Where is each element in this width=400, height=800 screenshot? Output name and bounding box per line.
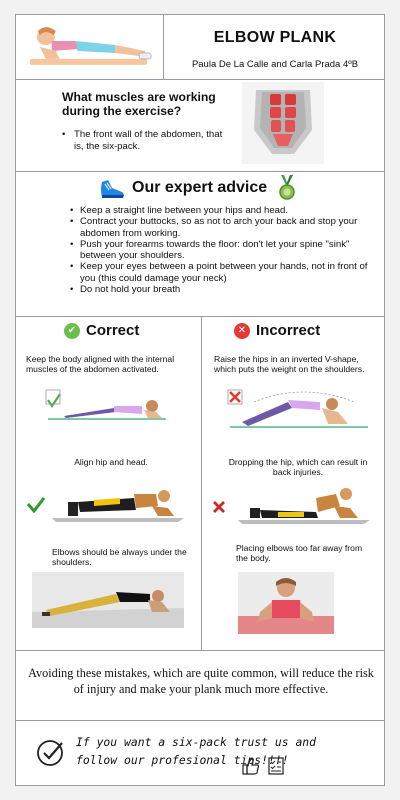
abdominal-muscles-image <box>242 82 324 164</box>
correct-tip-3: Elbows should be always under the shoulders. <box>52 547 187 568</box>
incorrect-tip-2: Dropping the hip, which can result in back injuries. <box>228 457 368 478</box>
column-divider <box>201 316 202 650</box>
incorrect-heading <box>234 322 320 339</box>
divider <box>16 650 384 651</box>
page-title: ELBOW PLANK <box>213 29 337 46</box>
header <box>16 15 384 79</box>
divider <box>16 720 384 721</box>
incorrect-tip-1: Raise the hips in an inverted V-shape, which puts the weight on the shoulders. <box>214 354 365 375</box>
advice-title: Our expert advice <box>132 179 268 196</box>
correct-label: Correct <box>86 322 140 339</box>
list-item: • Keep a straight line between your hips and head. <box>70 205 376 216</box>
correct-plank-image-2 <box>24 484 192 524</box>
advice-section <box>16 171 384 315</box>
plank-illustration <box>16 15 164 79</box>
muscles-section <box>16 79 384 171</box>
muscles-question: What muscles are working during the exercise? <box>62 90 216 118</box>
muscles-list <box>62 129 232 152</box>
check-circle-icon: ✔ <box>64 323 80 339</box>
thumbs-up-icon <box>242 757 260 775</box>
list-item: • Push your forearms towards the floor: don't let your spine "sink" between your shoulders. <box>70 239 376 262</box>
shoe-icon <box>98 178 126 200</box>
medal-icon <box>278 175 296 201</box>
correct-plank-image-1 <box>44 382 170 428</box>
correct-heading <box>64 322 139 339</box>
advice-list <box>70 205 376 295</box>
incorrect-plank-image-1 <box>224 382 374 434</box>
incorrect-plank-image-2 <box>208 484 376 526</box>
incorrect-label: Incorrect <box>256 322 321 339</box>
incorrect-tip-3: Placing elbows too far away from the body. <box>236 543 363 564</box>
correct-tip-1: Keep the body aligned with the internal muscles of the abdomen activated. <box>26 354 175 375</box>
conclusion-text: Avoiding these mistakes, which are quite common, will reduce the risk of injury and make your plank much more effective. <box>28 666 374 696</box>
authors: Paula De La Calle and Carla Prada 4ºB <box>191 59 359 70</box>
check-icon <box>36 737 66 767</box>
list-item: • The front wall of the abdomen, that is, the six-pack. <box>62 129 232 152</box>
x-circle-icon: ✕ <box>234 323 250 339</box>
list-item: • Keep your eyes between a point between your hands, not in front of you (this could damage your neck) <box>70 261 376 284</box>
footer-slogan: If you want a six-pack trust us and follow our profesional tips!!!! <box>76 735 317 767</box>
list-item: • Do not hold your breath <box>70 284 376 295</box>
incorrect-plank-photo <box>238 572 334 634</box>
correct-plank-photo <box>32 572 184 628</box>
correct-tip-2: Align hip and head. <box>74 457 148 467</box>
correct-incorrect-section <box>16 316 384 650</box>
infographic-sheet <box>15 14 385 786</box>
list-item: • Contract your buttocks, so as not to arch your back and stop your abdomen from working. <box>70 216 376 239</box>
checklist-icon <box>268 757 284 775</box>
